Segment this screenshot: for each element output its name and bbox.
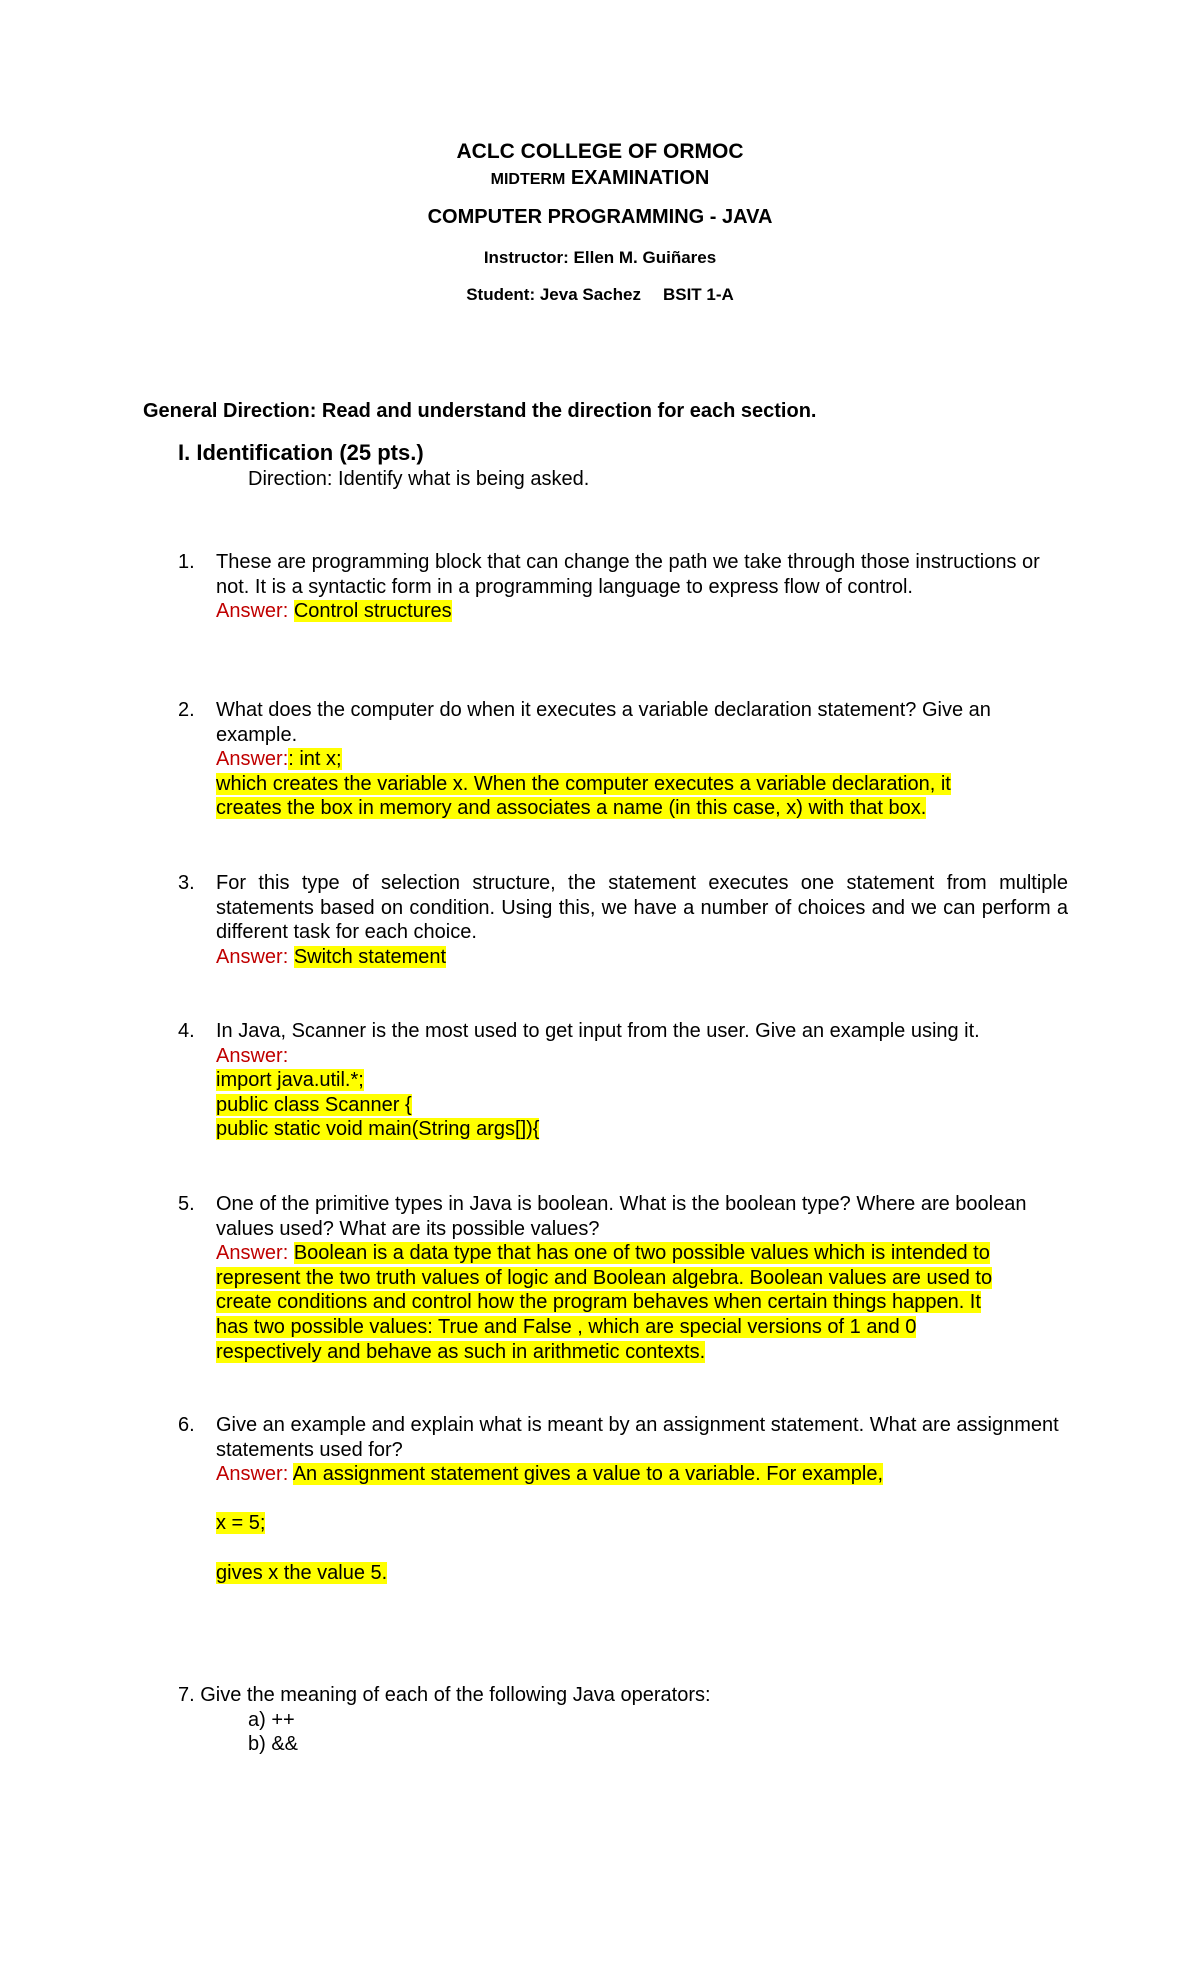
answer-line xyxy=(216,1068,1068,1093)
question-text: For this type of selection structure, the statement executes one statement from multiple statements based on condition. Using this, we have a number of choices and we can perform a different task for each choice. xyxy=(216,872,1068,944)
question-text: One of the primitive types in Java is boolean. What is the boolean type? Where are boolean values used? What are its possible values? xyxy=(216,1193,1027,1240)
answer-code: import java.util.*; xyxy=(216,1069,364,1092)
answer-line xyxy=(216,1340,1068,1365)
answer-text: create conditions and control how the program behaves when certain things happen. It xyxy=(216,1291,981,1314)
question-number: 5. xyxy=(178,1193,195,1215)
question-5 xyxy=(178,1192,1068,1364)
question-number: 2. xyxy=(178,699,195,721)
answer-line xyxy=(216,1117,1068,1142)
student-section: BSIT 1-A xyxy=(662,285,734,304)
answer-line xyxy=(216,1290,1068,1315)
student-line xyxy=(0,285,1200,305)
answer-text: Boolean is a data type that has one of two possible values which is intended to xyxy=(293,1242,990,1265)
student-name: Student: Jeva Sachez xyxy=(466,285,641,304)
exam-title xyxy=(0,167,1200,190)
answer-line xyxy=(216,1511,1068,1536)
question-7 xyxy=(178,1683,711,1757)
question-text: 7. Give the meaning of each of the following Java operators: xyxy=(178,1684,711,1706)
course-title: COMPUTER PROGRAMMING - JAVA xyxy=(427,206,773,228)
instructor-line: Instructor: Ellen M. Guiñares xyxy=(483,248,717,267)
question-3 xyxy=(178,871,1068,969)
answer-line xyxy=(216,1093,1068,1118)
answer-text: has two possible values: True and False , which are special versions of 1 and 0 xyxy=(216,1315,917,1338)
option-item: a) ++ xyxy=(248,1708,295,1731)
exam-title-prefix: MIDTERM xyxy=(490,171,566,188)
answer-line xyxy=(216,1561,1068,1586)
answer-line xyxy=(216,1266,1068,1291)
question-number: 6. xyxy=(178,1414,195,1436)
answer-code: public static void main(String args[]){ xyxy=(216,1118,540,1141)
answer-label: Answer: xyxy=(216,1044,289,1067)
college-name: ACLC COLLEGE OF ORMOC xyxy=(456,140,744,163)
answer-line xyxy=(216,796,1068,821)
answer-text: represent the two truth values of logic and Boolean algebra. Boolean values are used to xyxy=(216,1266,993,1289)
question-text: These are programming block that can change the path we take through those instructions or not. It is a syntactic form in a programming language to express flow of control. xyxy=(216,551,1040,598)
question-6 xyxy=(178,1413,1068,1585)
answer-text: Switch statement xyxy=(293,945,447,968)
option-item: b) && xyxy=(248,1733,299,1756)
question-text: In Java, Scanner is the most used to get input from the user. Give an example using it. xyxy=(216,1020,980,1042)
question-number: 3. xyxy=(178,872,195,894)
answer-label: Answer: xyxy=(216,1463,289,1486)
answer-label: Answer: xyxy=(216,748,289,771)
answer-line xyxy=(216,1315,1068,1340)
answer-text: : int x; xyxy=(288,748,342,771)
question-text: What does the computer do when it executes a variable declaration statement? Give an example. xyxy=(216,699,991,746)
answer-text: Control structures xyxy=(293,600,452,623)
question-1 xyxy=(178,550,1068,624)
answer-text: gives x the value 5. xyxy=(216,1561,388,1584)
answer-line xyxy=(216,1462,1068,1487)
option-list xyxy=(248,1708,711,1757)
answer-line xyxy=(216,599,1068,624)
section-direction: Direction: Identify what is being asked. xyxy=(248,468,590,490)
answer-line xyxy=(216,747,1068,772)
answer-label: Answer: xyxy=(216,600,289,623)
answer-line xyxy=(216,945,1068,970)
answer-text: respectively and behave as such in arithmetic contexts. xyxy=(216,1340,706,1363)
question-4 xyxy=(178,1019,1068,1142)
answer-text: creates the box in memory and associates a name (in this case, x) with that box. xyxy=(216,797,927,820)
answer-label: Answer: xyxy=(216,1242,289,1265)
question-number: 1. xyxy=(178,551,195,573)
question-2 xyxy=(178,698,1068,821)
answer-text: which creates the variable x. When the computer executes a variable declaration, it xyxy=(216,772,951,795)
general-direction: General Direction: Read and understand the direction for each section. xyxy=(143,400,817,422)
question-number: 4. xyxy=(178,1020,195,1042)
section-title: I. Identification (25 pts.) xyxy=(178,440,424,465)
exam-title-suffix: EXAMINATION xyxy=(570,167,710,189)
answer-code: x = 5; xyxy=(216,1512,266,1535)
answer-line xyxy=(216,1044,1068,1069)
answer-line xyxy=(216,772,1068,797)
answer-code: public class Scanner { xyxy=(216,1093,412,1116)
question-text: Give an example and explain what is meant by an assignment statement. What are assignment statements used for? xyxy=(216,1414,1059,1461)
answer-line xyxy=(216,1241,1068,1266)
answer-text: An assignment statement gives a value to a variable. For example, xyxy=(292,1463,884,1486)
answer-label: Answer: xyxy=(216,945,289,968)
